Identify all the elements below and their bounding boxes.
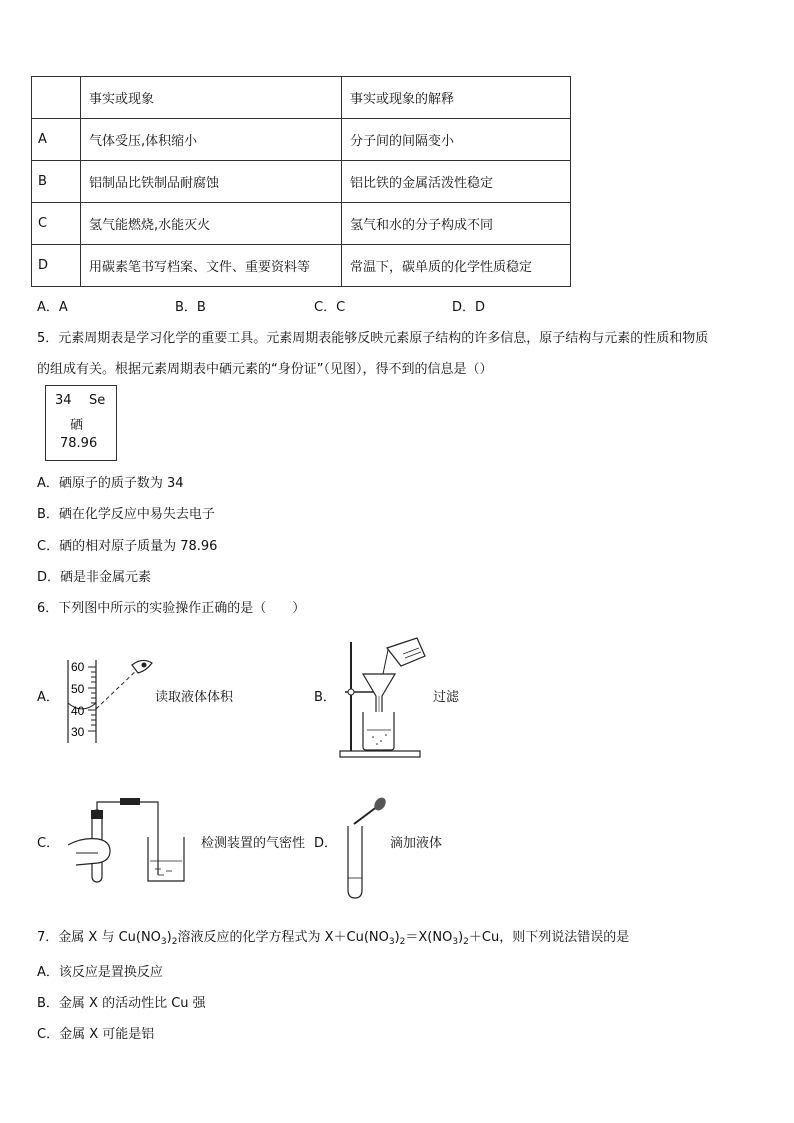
facts-table [31, 76, 571, 287]
table-cell: 氢气和水的分子构成不同 [342, 203, 571, 245]
table-row [32, 161, 571, 203]
table-cell: 分子间的间隔变小 [342, 119, 571, 161]
q4-option-a: A．A [37, 300, 68, 315]
table-row [32, 245, 571, 287]
table-cell: 气体受压,体积缩小 [81, 119, 342, 161]
element-card [45, 385, 117, 461]
scale-label: 60 [71, 660, 85, 674]
q6-b-caption: 过滤 [433, 690, 460, 705]
table-cell: B [32, 161, 81, 203]
table-cell: A [32, 119, 81, 161]
table-cell: 铝制品比铁制品耐腐蚀 [81, 161, 342, 203]
atomic-mass: 78.96 [60, 436, 98, 451]
q5-stem-line1: 5．元素周期表是学习化学的重要工具。元素周期表能够反映元素原子结构的许多信息，原子结构与元素的性质和物质 [37, 331, 709, 346]
q6-d-caption: 滴加液体 [390, 836, 443, 851]
eye-icon [132, 660, 152, 673]
table-cell: C [32, 203, 81, 245]
table-cell [32, 77, 81, 119]
airtightness-figure [62, 795, 198, 887]
table-cell: 事实或现象的解释 [342, 77, 571, 119]
scale-label: 50 [71, 682, 85, 696]
q6-d-letter: D． [314, 836, 338, 851]
q6-a-caption: 读取液体体积 [155, 690, 234, 705]
q5-option-a: A．硒原子的质子数为 34 [37, 476, 184, 491]
table-cell: 常温下，碳单质的化学性质稳定 [342, 245, 571, 287]
dropper-figure [338, 796, 394, 902]
table-cell: 用碳素笔书写档案、文件、重要资料等 [81, 245, 342, 287]
q5-option-d: D．硒是非金属元素 [37, 570, 152, 585]
q4-option-b: B．B [175, 300, 206, 315]
q6-a-letter: A． [37, 690, 59, 705]
table-row [32, 119, 571, 161]
table-cell: D [32, 245, 81, 287]
q6-b-letter: B． [314, 690, 336, 705]
q5-stem-line2: 的组成有关。根据元素周期表中硒元素的“身份证”（见图），得不到的信息是（） [37, 362, 493, 377]
q6-c-letter: C． [37, 836, 60, 851]
q7-option-b: B．金属 X 的活动性比 Cu 强 [37, 996, 206, 1011]
element-symbol: Se [89, 393, 106, 408]
graduated-cylinder-figure [60, 655, 170, 747]
q6-c-caption: 检测装置的气密性 [201, 836, 306, 851]
q7-option-c: C．金属 X 可能是铝 [37, 1027, 155, 1042]
table-row [32, 203, 571, 245]
atomic-number: 34 [55, 393, 72, 408]
q4-option-d: D．D [452, 300, 486, 315]
scale-label: 40 [71, 704, 85, 718]
table-cell: 铝比铁的金属活泼性稳定 [342, 161, 571, 203]
q5-option-b: B．硒在化学反应中易失去电子 [37, 507, 215, 522]
q7-option-a: A．该反应是置换反应 [37, 965, 163, 980]
scale-label: 30 [71, 725, 85, 739]
q7-stem: 7．金属 X 与 $Cu(NO_3)_2$溶液反应的化学方程式为 $X+Cu(NO_3)_2=X(NO_3)_2+Cu$，则下列说法错误的是 [37, 930, 630, 947]
table-cell: 事实或现象 [81, 77, 342, 119]
table-cell: 氢气能燃烧,水能灭火 [81, 203, 342, 245]
filtration-figure [335, 634, 435, 760]
q6-stem: 6．下列图中所示的实验操作正确的是（ ） [37, 601, 306, 616]
table-header-row [32, 77, 571, 119]
q4-option-c: C．C [314, 300, 346, 315]
q5-option-c: C．硒的相对原子质量为 78.96 [37, 539, 218, 554]
element-name: 硒 [70, 418, 84, 433]
